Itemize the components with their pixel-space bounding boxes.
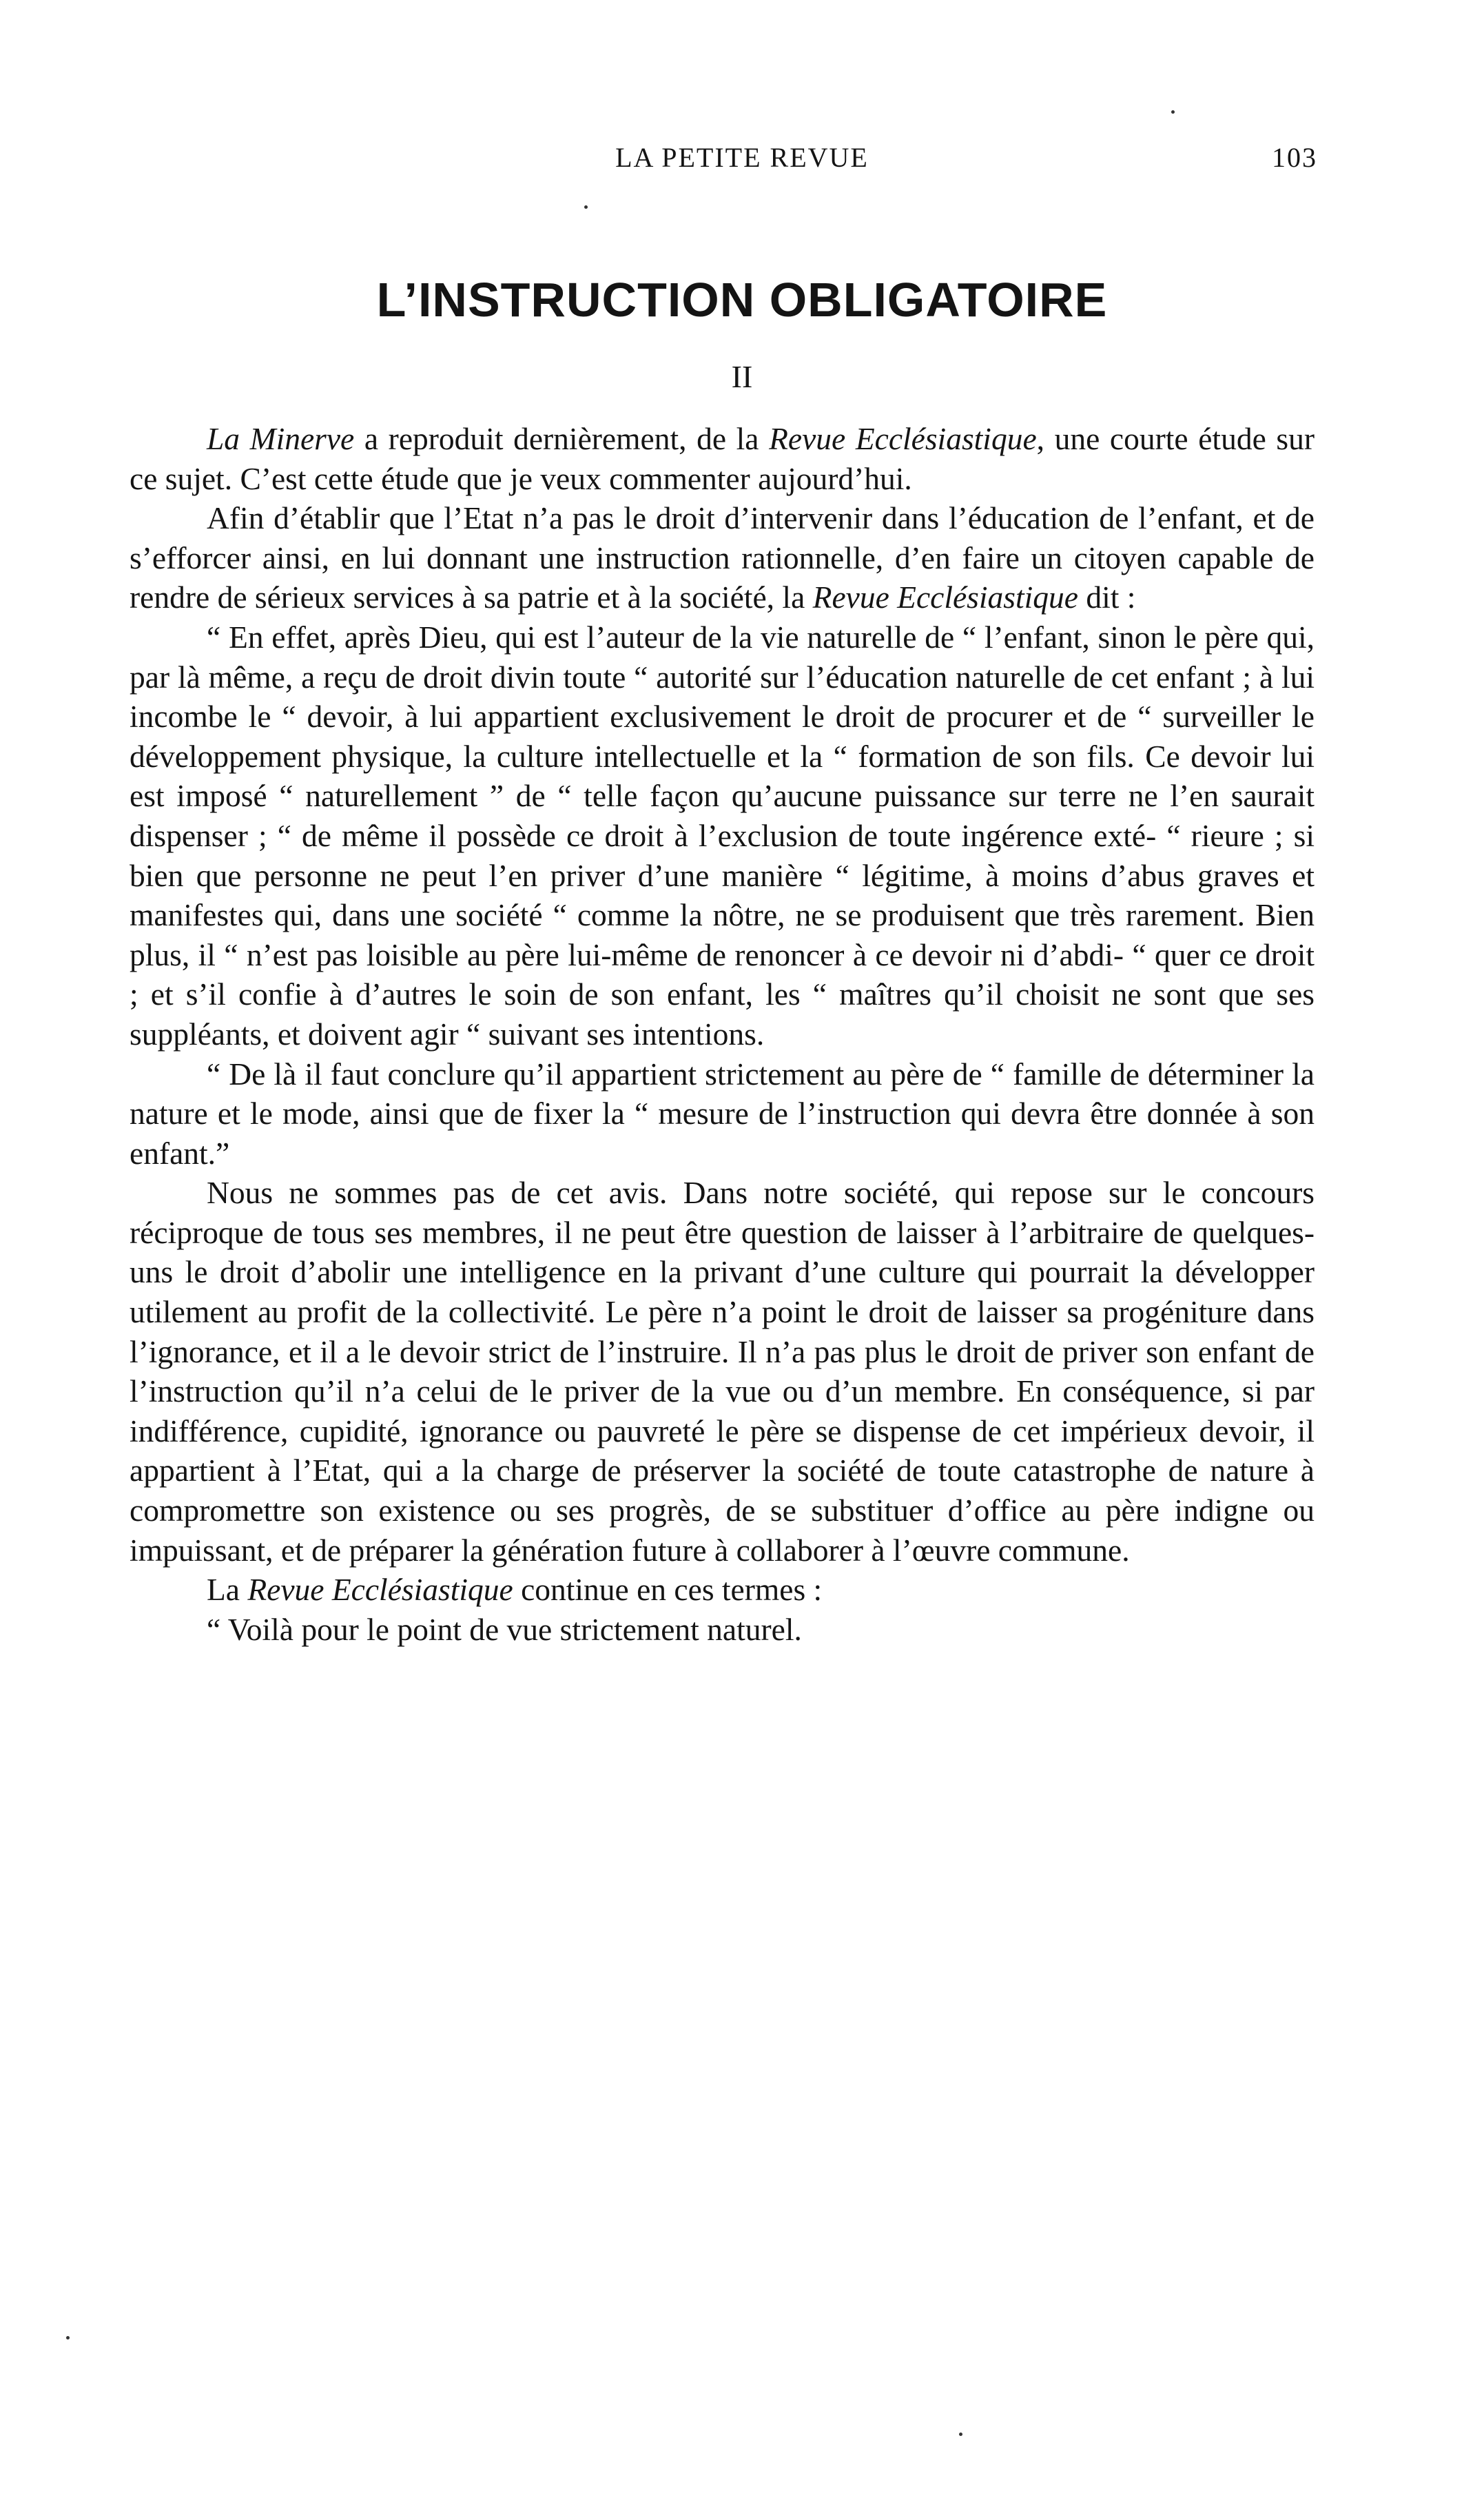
ink-speck: [1171, 110, 1175, 114]
ink-speck: [959, 2433, 962, 2436]
ink-speck: [66, 2336, 70, 2340]
running-head: [0, 141, 1484, 183]
publication-title: Revue Ecclésiastique: [812, 580, 1078, 615]
publication-title: La Minerve: [207, 421, 355, 456]
paragraph-6: [130, 1570, 1315, 1610]
text-run: La: [207, 1572, 248, 1608]
paragraph-5: Nous ne sommes pas de cet avis. Dans notre société, qui repose sur le concours réciproque de tous ses membres, il ne peut être question de laisser à l’arbitraire de quelques-uns le droit d’abolir une intelligence en la privant d’une culture qui pourrait la développer utilement au profit de la collectivité. Le père n’a point le droit de laisser sa progéniture dans l’ignorance, et il a le devoir strict de l’instruire. Il n’a pas plus le droit de priver son enfant de l’instruction qu’il n’a celui de le priver de la vue ou d’un membre. En conséquence, si par indifférence, cupidité, ignorance ou pauvreté le père se dispense de cet impérieux devoir, il appartient à l’Etat, qui a la charge de préserver la société de toute catastrophe de nature à compromettre son existence ou ses progrès, de se substituer d’office au père indigne ou impuissant, et de préparer la génération future à collaborer à l’œuvre commune.: [130, 1175, 1315, 1568]
quoted-paragraph-2: “ De là il faut conclure qu’il appartient strictement au père de “ famille de déterminer la nature et le mode, ainsi que de fixer la “ mesure de l’instruction qui devra être donnée à son enfant.”: [130, 1056, 1315, 1171]
text-run: a reproduit dernièrement, de la: [354, 421, 770, 456]
article-body: [130, 419, 1315, 1649]
paragraph-2: [130, 498, 1315, 617]
text-run: dit :: [1078, 580, 1136, 615]
part-number: II: [731, 359, 753, 394]
text-run: Afin d’établir que l’Etat n’a pas le droit d’intervenir dans l’éducation de l’enfant, et de s’efforcer ainsi, en lui donnant une instruction rationnelle, d’en faire un citoyen capable de rendre de sérieux services à sa patrie et à la société, la: [130, 500, 1315, 615]
publication-title: Revue Ecclésiastique: [247, 1572, 513, 1608]
page-number: 103: [1272, 142, 1317, 173]
publication-title: Revue Ecclésiastique: [769, 421, 1037, 456]
article-title: L’INSTRUCTION OBLIGATOIRE: [376, 273, 1108, 327]
quoted-paragraph-1: “ En effet, après Dieu, qui est l’auteur de la vie naturelle de “ l’enfant, sinon le père qui, par là même, a reçu de droit divin toute “ autorité sur l’éducation naturelle de cet enfant ; à lui incombe le “ devoir, à lui appartient exclusivement le droit de procurer et de “ surveiller le développement physique, la culture intellectuelle et la “ formation de son fils. Ce devoir lui est imposé “ naturellement ” de “ telle façon qu’aucune puissance sur terre ne l’en saurait dispenser ; “ de même il possède ce droit à l’exclusion de toute ingérence exté- “ rieure ; si bien que personne ne peut l’en priver d’une manière “ légitime, à moins d’abus graves et manifestes qui, dans une société “ comme la nôtre, ne se produisent que très rarement. Bien plus, il “ n’est pas loisible au père lui-même de renoncer à ce devoir ni d’abdi- “ quer ce droit ; et s’il confie à d’autres le soin de son enfant, les “ maîtres qu’il choisit ne sont que ses suppléants, et doivent agir “ suivant ses intentions.: [130, 619, 1315, 1052]
text-run: , une courte étude sur ce sujet. C’est cette étude que je veux commenter aujourd’hui.: [130, 421, 1315, 496]
ink-speck: [584, 205, 588, 209]
paragraph-1: [130, 419, 1315, 498]
text-run: continue en ces termes :: [513, 1572, 823, 1608]
quoted-paragraph-3: “ Voilà pour le point de vue strictement naturel.: [207, 1611, 802, 1647]
running-title: LA PETITE REVUE: [615, 142, 869, 173]
